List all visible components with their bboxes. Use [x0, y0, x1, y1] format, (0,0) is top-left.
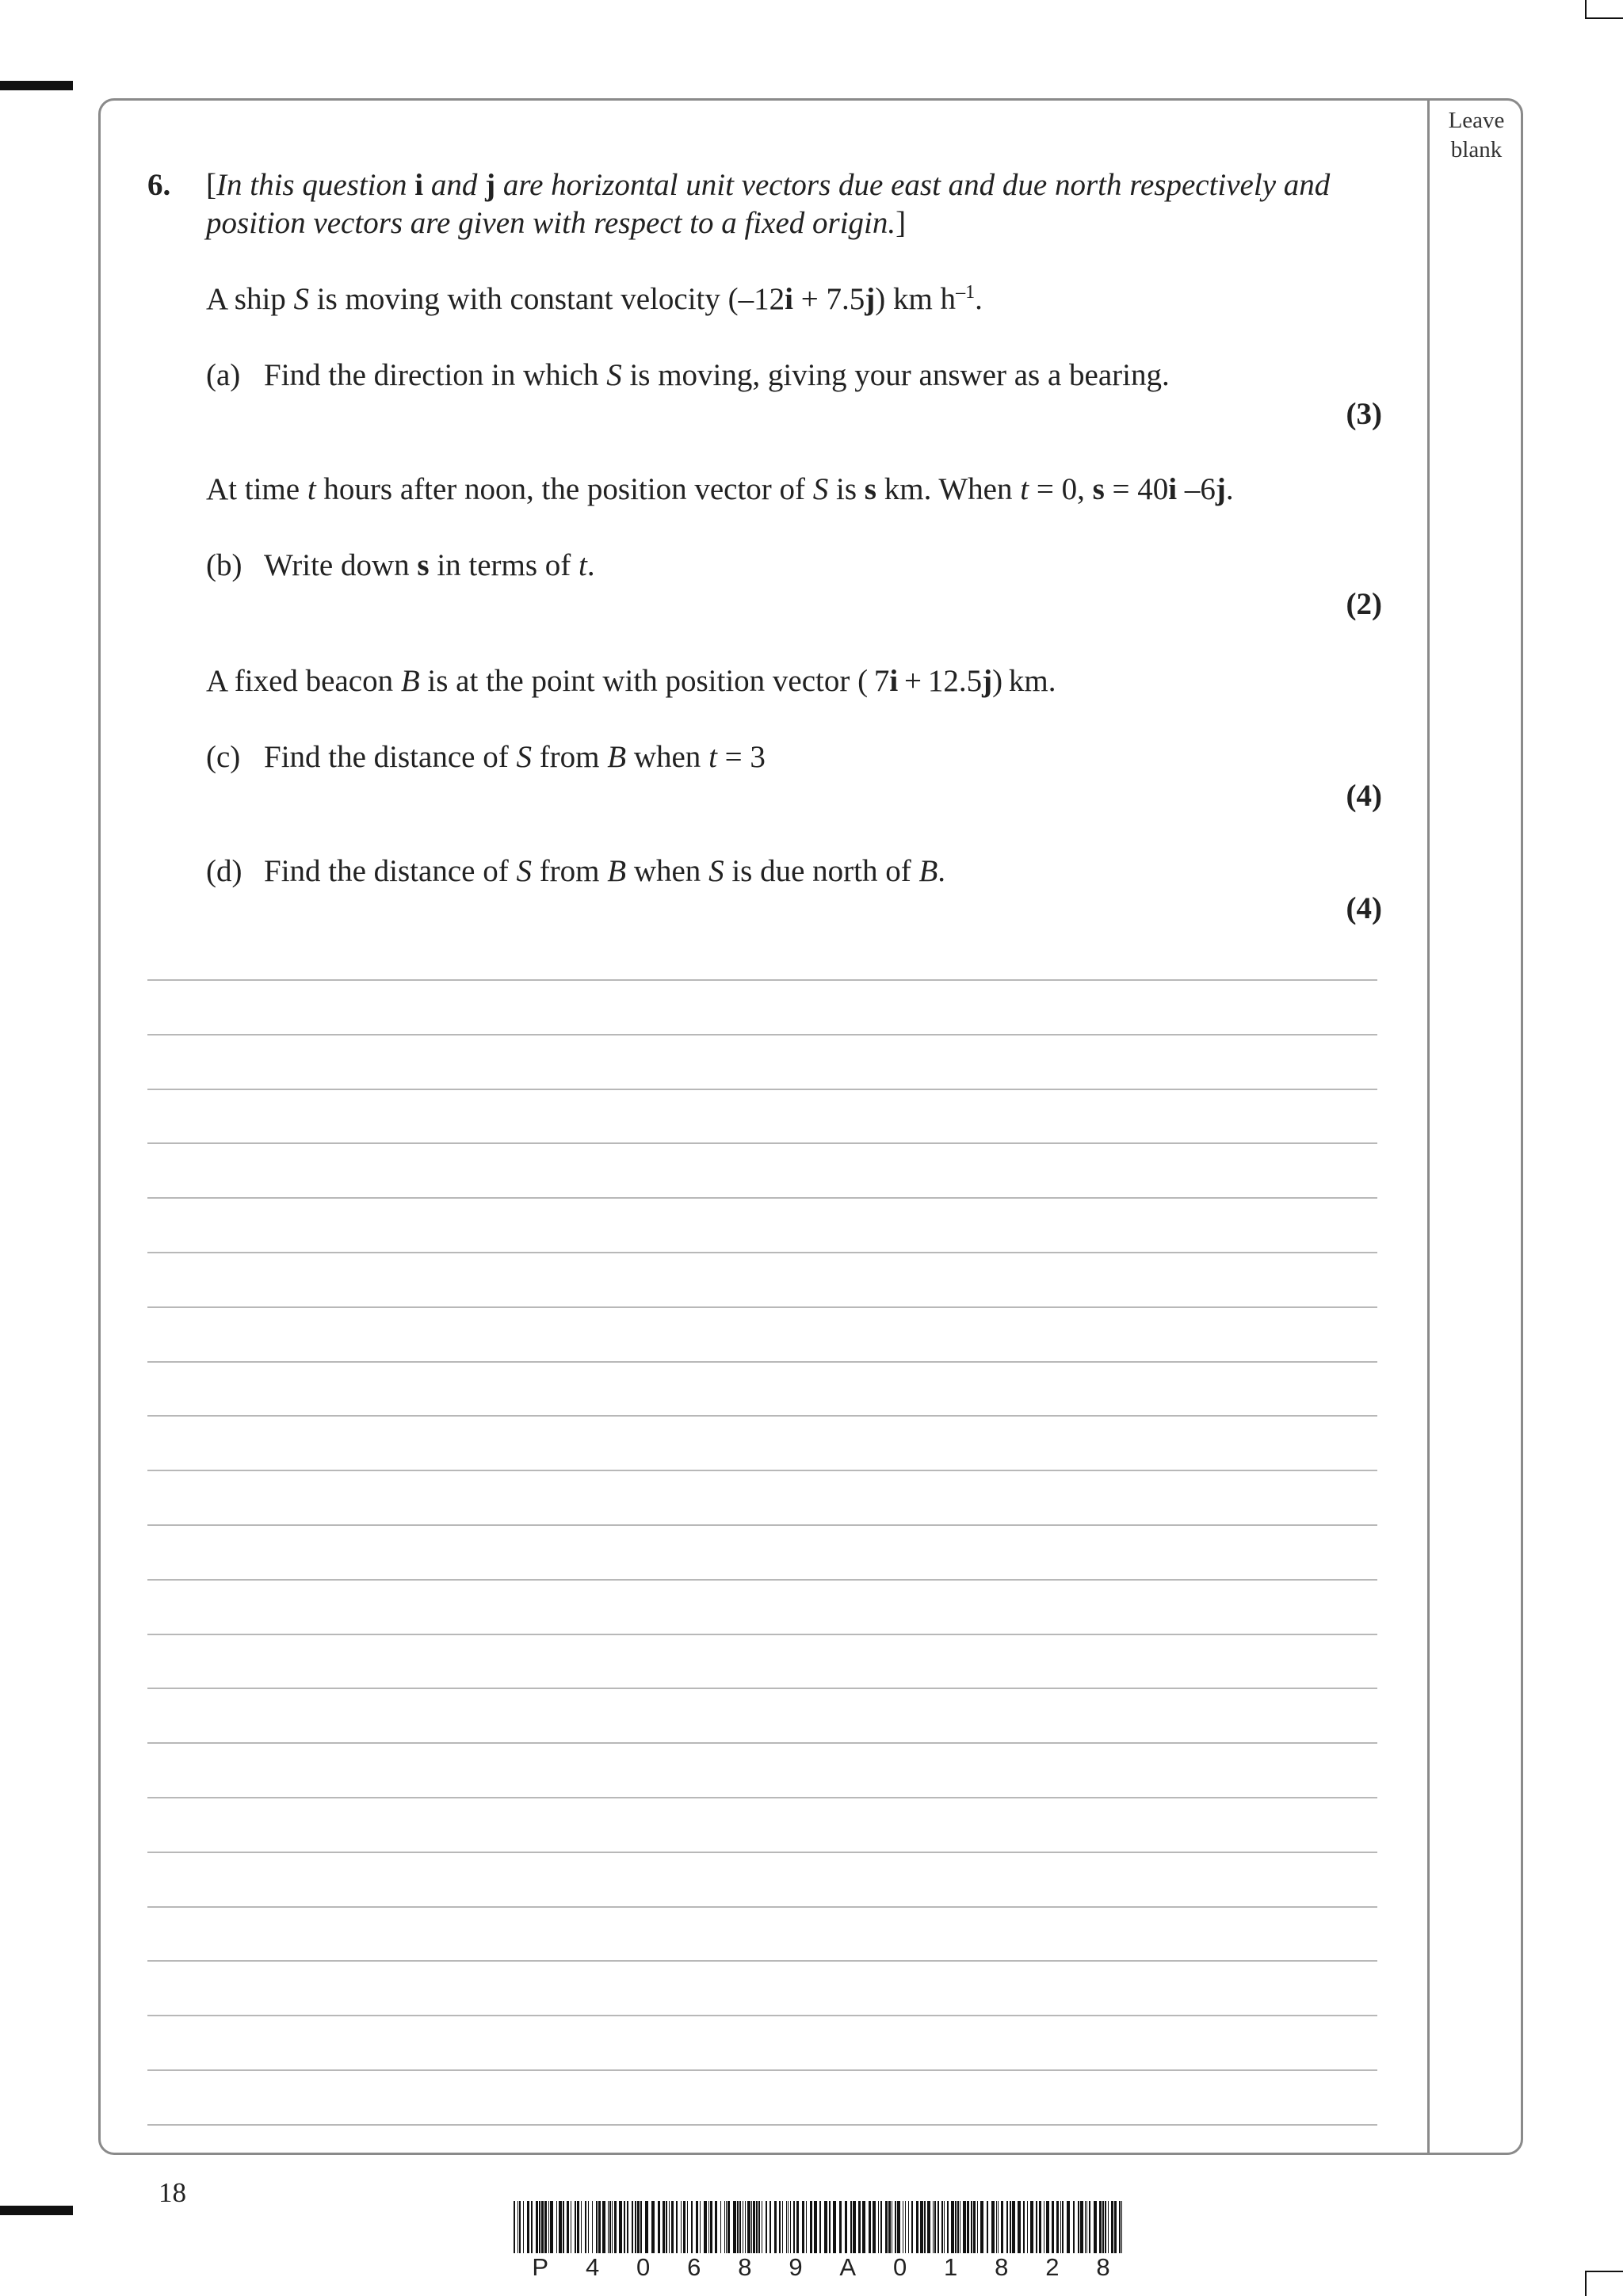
barcode-bar: [790, 2201, 791, 2253]
barcode-bar: [1105, 2201, 1106, 2253]
barcode-bar: [991, 2201, 995, 2253]
part-c-text: Find the distance of S from B when t = 3: [264, 740, 766, 774]
barcode-bar: [996, 2201, 997, 2253]
barcode-bar: [751, 2201, 752, 2253]
barcode-bar: [666, 2201, 667, 2253]
barcode-char: 1: [944, 2253, 958, 2281]
position-statement: At time t hours after noon, the position vector of S is s km. When t = 0, s = 40i –6j.: [206, 472, 1234, 506]
barcode-bar: [720, 2201, 721, 2253]
barcode-bar: [581, 2201, 582, 2253]
barcode-bar: [908, 2201, 909, 2253]
barcode-bar: [1099, 2201, 1102, 2253]
answer-line[interactable]: [147, 2015, 1377, 2016]
barcode-bar: [715, 2201, 717, 2253]
barcode-bar: [873, 2201, 876, 2253]
barcode-bar: [1010, 2201, 1011, 2253]
answer-line[interactable]: [147, 1524, 1377, 1526]
barcode-bar: [1078, 2201, 1079, 2253]
barcode-char: 4: [585, 2253, 600, 2281]
leave-blank-label: [1430, 106, 1523, 165]
barcode-bar: [766, 2201, 767, 2253]
barcode-bar: [567, 2201, 569, 2253]
part-d-marks: (4): [1346, 891, 1382, 925]
barcode-bar: [632, 2201, 633, 2253]
barcode: [514, 2201, 1128, 2253]
barcode-bar: [596, 2201, 598, 2253]
barcode-bar: [602, 2201, 605, 2253]
barcode-bar: [916, 2201, 918, 2253]
barcode-bar: [1039, 2201, 1041, 2253]
barcode-bar: [1056, 2201, 1059, 2253]
barcode-bar: [853, 2201, 856, 2253]
leave-blank-line1: Leave: [1448, 108, 1505, 133]
barcode-bar: [739, 2201, 741, 2253]
barcode-bar: [519, 2201, 521, 2253]
barcode-bar: [814, 2201, 817, 2253]
barcode-bar: [924, 2201, 926, 2253]
barcode-bar: [669, 2201, 670, 2253]
beacon-statement: A fixed beacon B is at the point with position vector ( 7i + 12.5j) km.: [206, 664, 1056, 698]
barcode-bar: [1027, 2201, 1028, 2253]
part-a-label: (a): [206, 358, 241, 392]
barcode-bar: [1085, 2201, 1086, 2253]
part-d-text: Find the distance of S from B when S is due north of B.: [264, 854, 946, 888]
barcode-bar: [645, 2201, 648, 2253]
answer-line[interactable]: [147, 979, 1377, 981]
barcode-bar: [523, 2201, 524, 2253]
barcode-bar: [941, 2201, 943, 2253]
barcode-bar: [700, 2201, 701, 2253]
question-number: 6.: [147, 168, 171, 202]
barcode-bar: [793, 2201, 795, 2253]
leave-blank-line2: blank: [1450, 137, 1503, 162]
answer-line[interactable]: [147, 1034, 1377, 1035]
barcode-bar: [1089, 2201, 1090, 2253]
barcode-bar: [779, 2201, 781, 2253]
barcode-bar: [862, 2201, 865, 2253]
barcode-bar: [671, 2201, 674, 2253]
page-number: 18: [158, 2177, 186, 2208]
barcode-bar: [1086, 2201, 1087, 2253]
barcode-bar: [897, 2201, 900, 2253]
barcode-bar: [710, 2201, 712, 2253]
barcode-bar: [637, 2201, 640, 2253]
barcode-bar: [1052, 2201, 1054, 2253]
barcode-bar: [514, 2201, 515, 2253]
barcode-char: 0: [636, 2253, 651, 2281]
barcode-bar: [833, 2201, 836, 2253]
barcode-bar: [745, 2201, 746, 2253]
barcode-bar: [878, 2201, 879, 2253]
barcode-char: 2: [1045, 2253, 1060, 2281]
barcode-bar: [796, 2201, 799, 2253]
question-intro-line2: position vectors are given with respect to a fixed origin.]: [206, 206, 907, 240]
barcode-bar: [1073, 2201, 1075, 2253]
part-b-marks: (2): [1346, 587, 1382, 621]
answer-line[interactable]: [147, 1470, 1377, 1471]
answer-line[interactable]: [147, 1852, 1377, 1853]
barcode-char: 0: [892, 2253, 907, 2281]
answer-line[interactable]: [147, 1361, 1377, 1363]
barcode-bar: [1067, 2201, 1070, 2253]
barcode-char: 8: [995, 2253, 1009, 2281]
barcode-bar: [895, 2201, 896, 2253]
barcode-bar: [980, 2201, 983, 2253]
barcode-bar: [527, 2201, 529, 2253]
barcode-bar: [608, 2201, 609, 2253]
velocity-statement: A ship S is moving with constant velocity (–12i + 7.5j) km $h^{-1}$.: [206, 282, 983, 316]
barcode-bar: [1102, 2201, 1104, 2253]
barcode-bar: [619, 2201, 622, 2253]
barcode-bar: [850, 2201, 852, 2253]
barcode-bar: [737, 2201, 739, 2253]
crop-mark-bottom-right-v: [1585, 2271, 1587, 2296]
barcode-bar: [971, 2201, 972, 2253]
barcode-bar: [824, 2201, 827, 2253]
question-intro-line1: [In this question i and j are horizontal unit vectors due east and due north respectively and: [206, 168, 1331, 202]
barcode-bar: [1119, 2201, 1121, 2253]
barcode-bar: [548, 2201, 549, 2253]
barcode-bar: [747, 2201, 750, 2253]
barcode-bar: [769, 2201, 771, 2253]
barcode-bar: [676, 2201, 678, 2253]
barcode-bar: [1080, 2201, 1083, 2253]
barcode-bar: [1012, 2201, 1015, 2253]
barcode-bar: [933, 2201, 934, 2253]
registration-mark-bottom: [0, 2206, 73, 2215]
answer-frame: [98, 98, 1523, 2155]
barcode-bar: [1108, 2201, 1109, 2253]
barcode-bar: [708, 2201, 709, 2253]
barcode-bar: [802, 2201, 804, 2253]
barcode-bar: [550, 2201, 553, 2253]
barcode-bar: [1114, 2201, 1117, 2253]
barcode-bar: [858, 2201, 861, 2253]
barcode-bar: [727, 2201, 730, 2253]
registration-mark-top: [0, 81, 73, 90]
barcode-bar: [624, 2201, 625, 2253]
barcode-bar: [696, 2201, 698, 2253]
barcode-char: 8: [1096, 2253, 1110, 2281]
barcode-bar: [539, 2201, 540, 2253]
barcode-bar: [963, 2201, 966, 2253]
part-d-label: (d): [206, 854, 242, 888]
part-c-marks: (4): [1346, 779, 1382, 813]
answer-line[interactable]: [147, 1197, 1377, 1199]
part-a-text: Find the direction in which S is moving, giving your answer as a bearing.: [264, 358, 1170, 392]
barcode-bar: [977, 2201, 978, 2253]
barcode-bar: [724, 2201, 725, 2253]
barcode-bar: [544, 2201, 547, 2253]
barcode-char: 9: [789, 2253, 803, 2281]
barcode-bar: [774, 2201, 777, 2253]
part-b-text: Write down s in terms of t.: [264, 548, 595, 582]
answer-line[interactable]: [147, 1634, 1377, 1635]
answer-line[interactable]: [147, 2124, 1377, 2126]
crop-mark-top-right-h: [1585, 17, 1623, 19]
barcode-bar: [517, 2201, 518, 2253]
barcode-bar: [663, 2201, 665, 2253]
barcode-bar: [1036, 2201, 1037, 2253]
answer-line[interactable]: [147, 1906, 1377, 1908]
barcode-bar: [541, 2201, 544, 2253]
answer-line[interactable]: [147, 1742, 1377, 1744]
barcode-bar: [577, 2201, 579, 2253]
barcode-bar: [927, 2201, 930, 2253]
barcode-bar: [1006, 2201, 1008, 2253]
barcode-bar: [829, 2201, 831, 2253]
barcode-bar: [957, 2201, 959, 2253]
barcode-bar: [726, 2201, 727, 2253]
barcode-char: 6: [687, 2253, 701, 2281]
barcode-bar: [588, 2201, 589, 2253]
leave-blank-divider: [1427, 100, 1430, 2153]
barcode-bar: [944, 2201, 945, 2253]
barcode-bar: [819, 2201, 821, 2253]
barcode-bar: [920, 2201, 923, 2253]
barcode-bar: [880, 2201, 882, 2253]
barcode-bar: [951, 2201, 954, 2253]
answer-line[interactable]: [147, 1579, 1377, 1581]
barcode-bar: [756, 2201, 758, 2253]
barcode-bar: [563, 2201, 564, 2253]
barcode-bar: [845, 2201, 847, 2253]
barcode-bar: [1121, 2201, 1122, 2253]
barcode-bar: [531, 2201, 533, 2253]
barcode-bar: [788, 2201, 789, 2253]
part-c-label: (c): [206, 740, 241, 774]
barcode-bar: [806, 2201, 807, 2253]
barcode-bar: [1023, 2201, 1025, 2253]
answer-line[interactable]: [147, 1306, 1377, 1308]
answer-line[interactable]: [147, 1252, 1377, 1253]
barcode-bar: [1062, 2201, 1064, 2253]
barcode-bar: [658, 2201, 660, 2253]
crop-mark-bottom-right-h: [1585, 2271, 1623, 2272]
barcode-bar: [934, 2201, 936, 2253]
barcode-bar: [640, 2201, 642, 2253]
barcode-bar: [614, 2201, 617, 2253]
barcode-bar: [1030, 2201, 1033, 2253]
barcode-char: A: [839, 2253, 857, 2281]
part-b-label: (b): [206, 548, 242, 582]
barcode-bar: [810, 2201, 812, 2253]
crop-mark-top-right-v: [1585, 0, 1587, 17]
barcode-bar: [1018, 2201, 1021, 2253]
barcode-bar: [1046, 2201, 1049, 2253]
barcode-bar: [592, 2201, 593, 2253]
barcode-bar: [758, 2201, 760, 2253]
barcode-bar: [947, 2201, 949, 2253]
barcode-bar: [536, 2201, 538, 2253]
barcode-bar: [911, 2201, 913, 2253]
barcode-bar: [651, 2201, 655, 2253]
barcode-bar: [681, 2201, 682, 2253]
barcode-bar: [1060, 2201, 1061, 2253]
barcode-bar: [1001, 2201, 1003, 2253]
barcode-char: P: [532, 2253, 549, 2281]
barcode-bar: [612, 2201, 613, 2253]
answer-line[interactable]: [147, 1089, 1377, 1090]
barcode-bar: [885, 2201, 888, 2253]
barcode-bar: [786, 2201, 787, 2253]
barcode-bar: [973, 2201, 976, 2253]
barcode-bar: [559, 2201, 562, 2253]
barcode-bar: [733, 2201, 736, 2253]
barcode-bar: [687, 2201, 688, 2253]
barcode-text: [514, 2253, 1128, 2282]
barcode-bar: [753, 2201, 755, 2253]
barcode-bar: [556, 2201, 557, 2253]
barcode-bar: [704, 2201, 707, 2253]
barcode-bar: [585, 2201, 586, 2253]
barcode-bar: [955, 2201, 957, 2253]
answer-line[interactable]: [147, 2069, 1377, 2071]
barcode-bar: [627, 2201, 628, 2253]
barcode-bar: [609, 2201, 611, 2253]
part-a-marks: (3): [1346, 397, 1382, 431]
barcode-bar: [635, 2201, 636, 2253]
barcode-bar: [888, 2201, 891, 2253]
barcode-bar: [782, 2201, 783, 2253]
barcode-bar: [987, 2201, 988, 2253]
barcode-bar: [575, 2201, 576, 2253]
barcode-bar: [905, 2201, 906, 2253]
barcode-bar: [998, 2201, 999, 2253]
barcode-bar: [691, 2201, 693, 2253]
barcode-bar: [938, 2201, 939, 2253]
barcode-bar: [1094, 2201, 1097, 2253]
barcode-bar: [869, 2201, 871, 2253]
barcode-bar: [598, 2201, 601, 2253]
answer-line[interactable]: [147, 1960, 1377, 1962]
barcode-bar: [967, 2201, 969, 2253]
answer-line[interactable]: [147, 1797, 1377, 1798]
answer-line[interactable]: [147, 1688, 1377, 1689]
answer-line[interactable]: [147, 1142, 1377, 1144]
barcode-char: 8: [738, 2253, 752, 2281]
barcode-bar: [1111, 2201, 1113, 2253]
barcode-bar: [683, 2201, 685, 2253]
answer-line[interactable]: [147, 1415, 1377, 1417]
barcode-bar: [839, 2201, 842, 2253]
